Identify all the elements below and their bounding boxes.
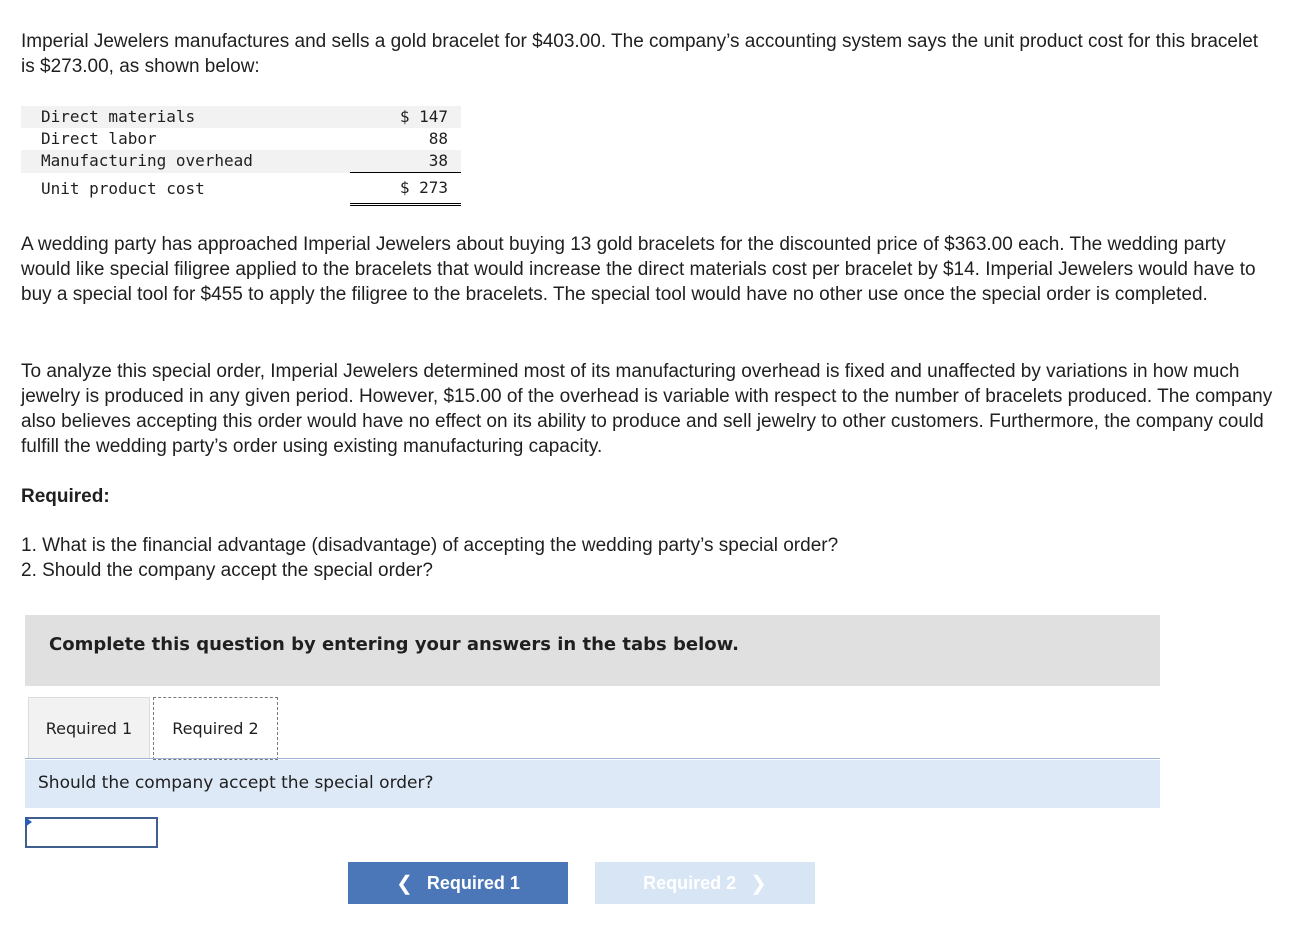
instruction-text: Complete this question by entering your answers in the tabs below.: [49, 634, 739, 655]
cost-amount: 88: [428, 129, 448, 148]
prev-button-label: Required 1: [426, 872, 520, 893]
tab-question-text: Should the company accept the special order?: [38, 773, 434, 793]
list-item: 2. Should the company accept the special order?: [21, 560, 433, 581]
total-label: Unit product cost: [41, 178, 205, 198]
intro-paragraph: Imperial Jewelers manufactures and sells a gold bracelet for $403.00. The company’s accounting system says the unit product cost for this bracelet is $273.00, as shown below:: [21, 31, 1259, 77]
table-row-total: [21, 173, 461, 205]
table-row: [21, 128, 461, 150]
question-list: [21, 533, 838, 583]
special-order-paragraph: A wedding party has approached Imperial Jewelers about buying 13 gold bracelets for the discounted price of $363.00 each. The wedding party would like special filigree applied to the bracelets that would increase the direct materials cost per bracelet by $14. Imperial Jewelers would have to buy a special tool for $455 to apply the filigree to the bracelets. The special tool would have no other use once the special order is completed.: [21, 234, 1256, 305]
table-row: [21, 106, 461, 128]
cost-label: Direct materials: [21, 106, 350, 128]
tab-required-1[interactable]: Required 1: [28, 697, 150, 758]
cost-label: Manufacturing overhead: [21, 150, 350, 173]
next-button-label: Required 2: [643, 872, 737, 893]
table-row: [21, 150, 461, 173]
answer-dropdown[interactable]: [25, 817, 158, 848]
cost-label: Direct labor: [41, 129, 157, 148]
tab-required-2[interactable]: Required 2: [153, 697, 278, 760]
list-item: 1. What is the financial advantage (disadvantage) of accepting the wedding party’s special order?: [21, 535, 839, 556]
next-required-button[interactable]: [595, 862, 815, 904]
instruction-box: [25, 615, 1160, 686]
analysis-paragraph: To analyze this special order, Imperial Jewelers determined most of its manufacturing overhead is fixed and unaffected by variations in how much jewelry is produced in any given period. However, $15.00 of the overhead is variable with respect to the number of bracelets produced. The company also believes accepting this order would have no effect on its ability to produce and sell jewelry to other customers. Furthermore, the company could fulfill the wedding party’s order using existing manufacturing capacity.: [21, 361, 1273, 457]
required-heading: Required:: [21, 486, 110, 507]
unit-cost-table: [21, 106, 461, 206]
cost-amount: 38: [350, 150, 461, 173]
chevron-right-icon: ❯: [750, 872, 767, 895]
total-amount: $ 273: [350, 173, 461, 205]
question-bar: [25, 760, 1160, 808]
tab-divider: [25, 758, 1160, 759]
cost-amount: $ 147: [350, 106, 461, 128]
prev-required-button[interactable]: [348, 862, 568, 904]
chevron-left-icon: ❮: [396, 872, 413, 895]
